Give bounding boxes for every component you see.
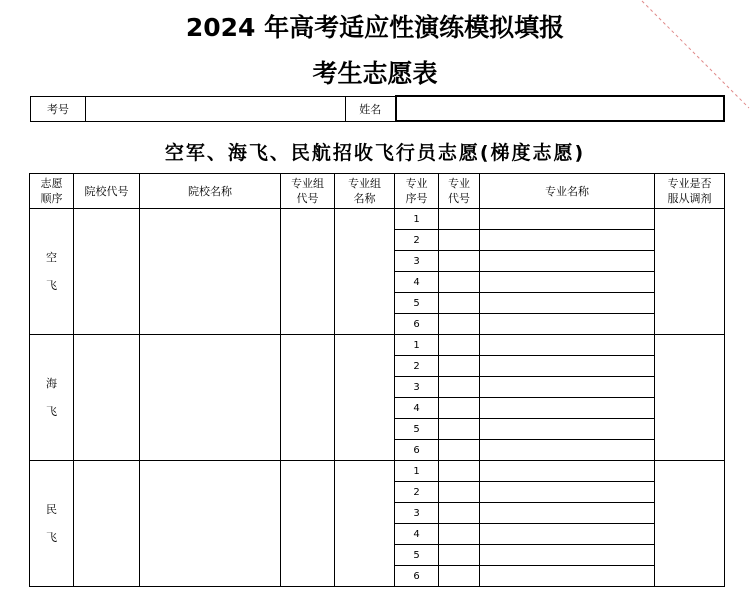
table-row [30,461,725,482]
major-name-cell[interactable] [480,272,655,293]
major-name-cell[interactable] [480,293,655,314]
major-name-cell[interactable] [480,335,655,356]
col-major-code-header: 专业 代号 [439,174,480,209]
major-seq-cell: 6 [395,314,439,335]
major-name-cell[interactable] [480,503,655,524]
group-label-char: 飞 [46,530,57,544]
col-order-header: 志愿 顺序 [30,174,74,209]
group-name-cell[interactable] [335,461,395,587]
major-seq-cell: 6 [395,566,439,587]
school-name-cell[interactable] [140,461,281,587]
major-name-cell[interactable] [480,482,655,503]
exam-no-field[interactable] [86,96,346,121]
major-seq-cell: 3 [395,503,439,524]
major-code-cell[interactable] [439,440,480,461]
group-code-cell[interactable] [281,209,335,335]
major-seq-cell: 1 [395,335,439,356]
group-label-char: 民 [46,502,57,516]
major-code-cell[interactable] [439,398,480,419]
major-code-cell[interactable] [439,545,480,566]
major-code-cell[interactable] [439,524,480,545]
major-name-cell[interactable] [480,230,655,251]
group-label [30,209,74,335]
major-seq-cell: 5 [395,293,439,314]
page-title: 2024 年高考适应性演练模拟填报 [185,13,565,42]
section-title: 空军、海飞、民航招收飞行员志愿(梯度志愿) [164,142,586,164]
major-code-cell[interactable] [439,503,480,524]
group-label-char: 海 [46,376,57,390]
major-seq-cell: 2 [395,356,439,377]
major-code-cell[interactable] [439,230,480,251]
major-code-cell[interactable] [439,272,480,293]
col-major-name-header: 专业名称 [480,174,655,209]
major-name-cell[interactable] [480,209,655,230]
group-label-char: 飞 [46,404,57,418]
major-seq-cell: 4 [395,398,439,419]
major-seq-cell: 4 [395,272,439,293]
major-code-cell[interactable] [439,461,480,482]
major-seq-cell: 6 [395,440,439,461]
major-code-cell[interactable] [439,566,480,587]
major-seq-cell: 2 [395,482,439,503]
col-school-name-header: 院校名称 [140,174,281,209]
major-name-cell[interactable] [480,566,655,587]
major-seq-cell: 5 [395,419,439,440]
major-name-cell[interactable] [480,524,655,545]
major-seq-cell: 1 [395,461,439,482]
major-code-cell[interactable] [439,482,480,503]
major-name-cell[interactable] [480,398,655,419]
major-name-cell[interactable] [480,377,655,398]
table-header-row [30,174,725,209]
major-code-cell[interactable] [439,377,480,398]
name-field[interactable] [396,96,724,121]
major-seq-cell: 1 [395,209,439,230]
major-code-cell[interactable] [439,251,480,272]
group-code-cell[interactable] [281,461,335,587]
major-code-cell[interactable] [439,335,480,356]
table-row [30,209,725,230]
table-row [30,335,725,356]
col-major-seq-header: 专业 序号 [395,174,439,209]
major-seq-cell: 3 [395,251,439,272]
preference-table [29,173,725,587]
major-name-cell[interactable] [480,314,655,335]
adjust-cell[interactable] [655,209,725,335]
major-name-cell[interactable] [480,356,655,377]
col-adjust-header: 专业是否 服从调剂 [655,174,725,209]
group-label [30,335,74,461]
major-code-cell[interactable] [439,419,480,440]
major-code-cell[interactable] [439,314,480,335]
school-code-cell[interactable] [74,209,140,335]
major-seq-cell: 3 [395,377,439,398]
adjust-cell[interactable] [655,461,725,587]
group-label [30,461,74,587]
major-code-cell[interactable] [439,356,480,377]
major-name-cell[interactable] [480,545,655,566]
major-seq-cell: 2 [395,230,439,251]
candidate-info-row [30,95,725,122]
major-code-cell[interactable] [439,209,480,230]
major-seq-cell: 5 [395,545,439,566]
major-name-cell[interactable] [480,461,655,482]
group-code-cell[interactable] [281,335,335,461]
col-group-name-header: 专业组 名称 [335,174,395,209]
school-name-cell[interactable] [140,335,281,461]
name-label: 姓名 [346,96,396,121]
major-seq-cell: 4 [395,524,439,545]
col-group-code-header: 专业组 代号 [281,174,335,209]
school-name-cell[interactable] [140,209,281,335]
exam-no-label: 考号 [31,96,86,121]
major-name-cell[interactable] [480,419,655,440]
school-code-cell[interactable] [74,461,140,587]
col-school-code-header: 院校代号 [74,174,140,209]
major-name-cell[interactable] [480,251,655,272]
page-subtitle: 考生志愿表 [312,59,438,88]
group-name-cell[interactable] [335,335,395,461]
adjust-cell[interactable] [655,335,725,461]
group-label-char: 飞 [46,278,57,292]
group-label-char: 空 [46,250,57,264]
major-code-cell[interactable] [439,293,480,314]
major-name-cell[interactable] [480,440,655,461]
school-code-cell[interactable] [74,335,140,461]
group-name-cell[interactable] [335,209,395,335]
